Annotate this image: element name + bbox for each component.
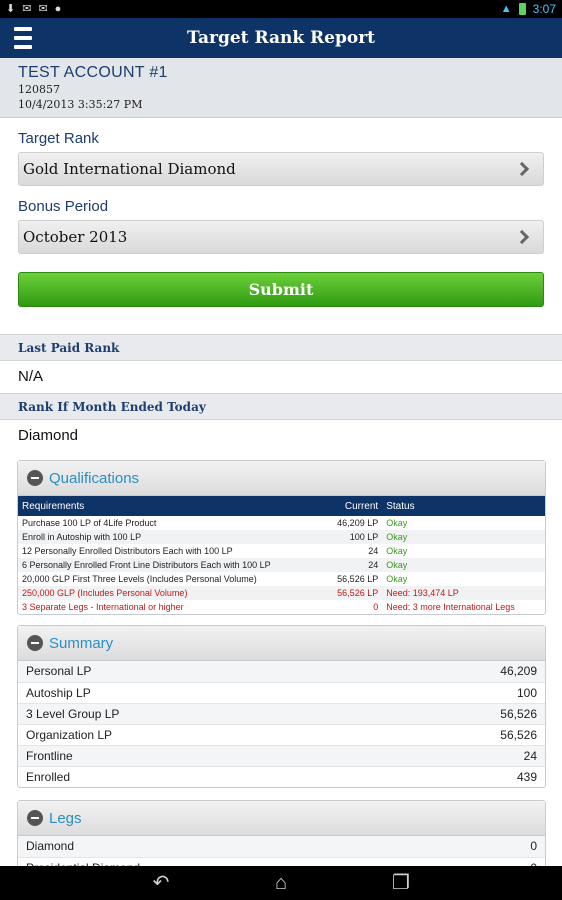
status-cell: Need: 193,474 LP <box>382 586 545 600</box>
summary-title: Summary <box>49 634 114 652</box>
bonus-period-value: October 2013 <box>23 228 128 246</box>
account-timestamp: 10/4/2013 3:35:27 PM <box>18 98 143 111</box>
summary-label: Autoship LP <box>26 686 91 700</box>
status-cell: Okay <box>386 518 408 528</box>
list-item <box>18 836 545 857</box>
requirement-cell: 250,000 GLP (Includes Personal Volume) <box>18 586 324 600</box>
mail-icon: ✉ <box>22 3 32 15</box>
list-item <box>18 661 545 682</box>
current-cell: 24 <box>368 546 379 556</box>
requirement-cell: 3 Separate Legs - International or higher <box>22 602 184 612</box>
wifi-icon: ▲ <box>500 3 512 15</box>
status-time: 3:07 <box>532 2 556 16</box>
status-cell: Okay <box>382 530 545 544</box>
app-bar <box>0 18 562 58</box>
report-content[interactable] <box>0 58 562 866</box>
collapse-icon <box>27 470 43 486</box>
android-icon: ● <box>54 3 62 15</box>
list-item <box>18 745 545 766</box>
qualifications-table <box>18 496 545 614</box>
summary-label: Enrolled <box>26 770 71 784</box>
recent-apps-icon[interactable]: ❐ <box>392 872 410 894</box>
table-header-row <box>18 496 545 516</box>
summary-value: 46,209 <box>500 664 537 678</box>
account-header <box>0 58 562 118</box>
qualifications-panel <box>17 460 546 615</box>
list-item <box>18 703 545 724</box>
report-form <box>0 118 562 307</box>
current-cell: 100 LP <box>324 530 382 544</box>
table-row <box>18 558 545 572</box>
column-header: Status <box>382 496 545 516</box>
submit-button[interactable]: Submit <box>18 272 544 307</box>
current-cell: 0 <box>373 602 379 612</box>
bonus-period-label: Bonus Period <box>18 198 109 215</box>
summary-value: 56,526 <box>500 707 537 721</box>
list-item <box>18 724 545 745</box>
requirement-cell: Enroll in Autoship with 100 LP <box>18 530 324 544</box>
gmail-icon: ✉ <box>38 3 48 15</box>
target-rank-select[interactable] <box>18 152 544 186</box>
current-cell: 24 <box>324 558 382 572</box>
table-row <box>18 516 545 530</box>
leg-value: 0 <box>530 839 537 853</box>
back-icon[interactable]: ↶ <box>152 872 170 894</box>
bonus-period-select[interactable] <box>18 220 544 254</box>
status-bar <box>0 0 562 18</box>
requirement-cell: 6 Personally Enrolled Front Line Distributors Each with 100 LP <box>18 558 324 572</box>
status-cell: Okay <box>382 558 545 572</box>
status-cell: Need: 3 more International Legs <box>386 602 515 612</box>
rank-if-ended-value: Diamond <box>18 427 79 444</box>
summary-value: 56,526 <box>500 728 537 742</box>
chevron-right-icon <box>515 162 529 176</box>
table-row <box>18 600 545 614</box>
page-title: Target Rank Report <box>186 28 376 48</box>
last-paid-rank-header: Last Paid Rank <box>0 334 562 361</box>
collapse-icon <box>27 810 43 826</box>
rank-if-ended-header: Rank If Month Ended Today <box>0 393 562 420</box>
list-item <box>18 682 545 703</box>
account-id: 120857 <box>18 83 60 96</box>
legs-toggle[interactable] <box>18 801 545 836</box>
list-item <box>18 766 545 787</box>
hamburger-icon[interactable] <box>14 27 32 49</box>
home-icon[interactable]: ⌂ <box>274 872 288 894</box>
collapse-icon <box>27 635 43 651</box>
target-rank-value: Gold International Diamond <box>23 160 236 178</box>
requirement-cell: 12 Personally Enrolled Distributors Each with 100 LP <box>22 546 233 556</box>
account-name: TEST ACCOUNT #1 <box>18 64 168 81</box>
leg-label: Diamond <box>26 839 75 853</box>
requirement-cell: 20,000 GLP First Three Levels (Includes Personal Volume) <box>22 574 257 584</box>
battery-icon <box>519 3 526 15</box>
requirement-cell: Purchase 100 LP of 4Life Product <box>22 518 157 528</box>
summary-panel <box>17 625 546 788</box>
status-cell: Okay <box>386 546 408 556</box>
column-header: Requirements <box>18 496 324 516</box>
qualifications-toggle[interactable] <box>18 461 545 496</box>
target-rank-label: Target Rank <box>18 130 99 147</box>
chevron-right-icon <box>515 230 529 244</box>
qualifications-title: Qualifications <box>49 469 140 487</box>
summary-list <box>18 661 545 787</box>
summary-label: Frontline <box>26 749 73 763</box>
current-cell: 56,526 LP <box>324 586 382 600</box>
system-nav-bar <box>0 866 562 900</box>
table-row <box>18 544 545 558</box>
download-icon: ⬇ <box>6 3 16 15</box>
table-row <box>18 586 545 600</box>
summary-value: 24 <box>523 749 537 763</box>
current-cell: 56,526 LP <box>337 574 379 584</box>
table-row <box>18 572 545 586</box>
summary-label: Organization LP <box>26 728 113 742</box>
last-paid-rank-value: N/A <box>18 368 44 385</box>
current-cell: 46,209 LP <box>337 518 379 528</box>
summary-label: 3 Level Group LP <box>26 707 120 721</box>
summary-label: Personal LP <box>26 664 92 678</box>
column-header: Current <box>324 496 382 516</box>
table-row <box>18 530 545 544</box>
status-cell: Okay <box>386 574 408 584</box>
summary-value: 439 <box>516 770 537 784</box>
summary-toggle[interactable] <box>18 626 545 661</box>
summary-value: 100 <box>516 686 537 700</box>
legs-title: Legs <box>49 809 82 827</box>
